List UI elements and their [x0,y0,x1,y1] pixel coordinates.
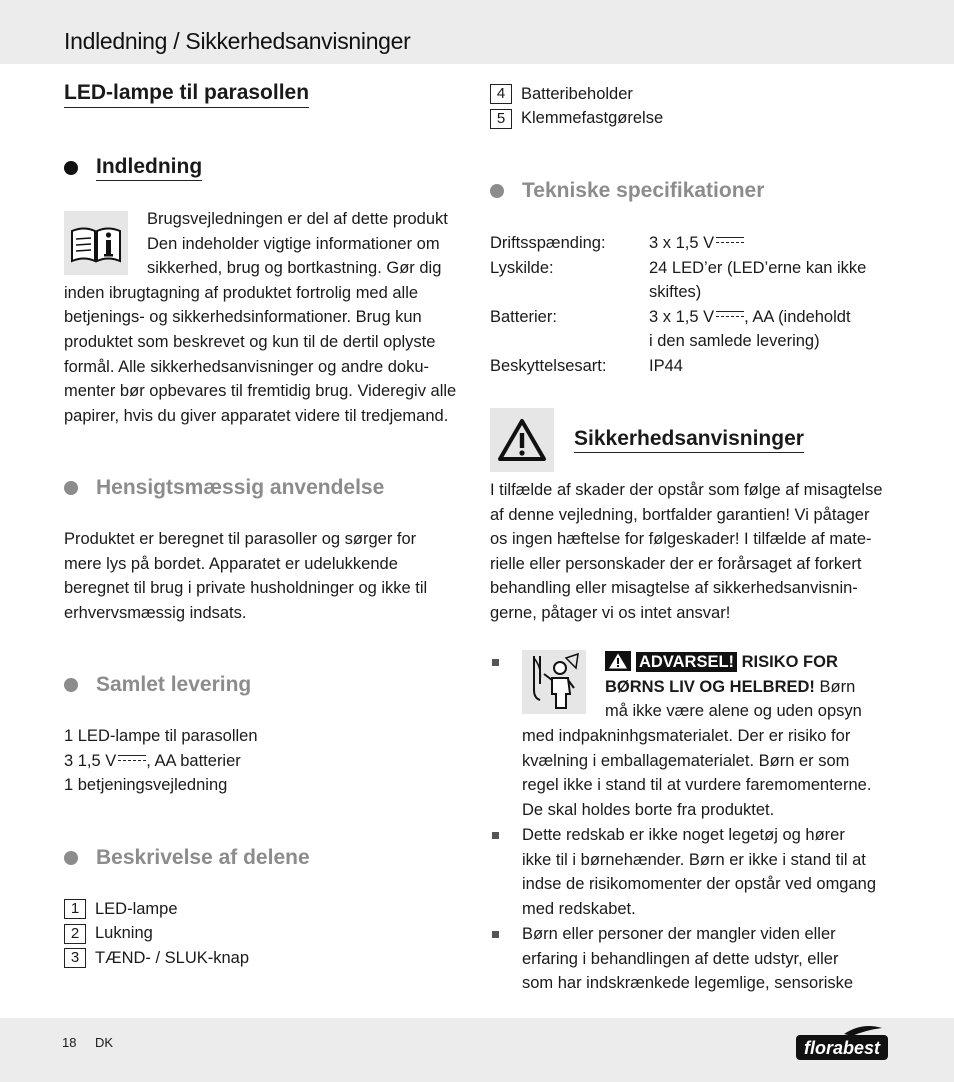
parts-list-continued [490,82,663,131]
bullet-line: ikke til i børnehænder. Børn er ikke i stand til at [522,850,866,869]
usage-line: mere lys på bordet. Apparatet er udelukkende [64,554,398,573]
dc-symbol-icon [716,236,744,246]
part-number: 3 [64,948,86,968]
spec-key: Driftsspænding: [490,234,606,252]
section-heading-samlet-levering: Samlet levering [64,672,251,698]
warning-heading-block: ADVARSEL! RISIKO FOR BØRNS LIV OG HELBRED! Børn må ikke være alene og uden opsyn [605,650,892,724]
usage-line: erhvervsmæssig indsats. [64,603,247,622]
bullet-line: Børn eller personer der mangler viden eller [522,925,836,943]
square-bullet-icon [492,659,499,666]
part-number: 2 [64,924,86,944]
part-number: 1 [64,899,86,919]
safety-line: af denne vejledning, bortfalder garantien! Vi påtager [490,505,870,524]
bullet-line: Dette redskab er ikke noget legetøj og hører [522,826,845,844]
child-suffocation-icon [522,650,586,714]
intro-line: Den indeholder vigtige informationer om [147,234,440,253]
spec-table [490,231,892,379]
bullet-line: indse de risikomomenter der opstår ved omgang [522,875,877,894]
part-label: LED-lampe [95,899,178,918]
intro-line: menter bør opbevares til fremtidig brug. Videregiv alle [64,382,457,401]
list-item [64,922,249,947]
part-label: Lukning [95,924,153,943]
part-label: Klemmefastgørelse [521,109,664,128]
warning-bold-text: BØRNS LIV OG HELBRED! [605,677,815,696]
safety-line: I tilfælde af skader der opstår som følge af misagtelse [490,481,883,499]
safety-line: gerne, påtager vi os intet ansvar! [490,603,731,622]
bullet-dot-icon [64,851,78,865]
bullet-dot-icon [64,481,78,495]
square-bullet-icon [492,832,499,839]
part-label: TÆND- / SLUK-knap [95,948,250,967]
intro-line: produktet som beskrevet og kun til de dertil oplyste [64,332,436,351]
advarsel-badge: ADVARSEL! [636,652,737,672]
warning-text-continued [522,724,892,822]
intro-line: Brugsvejledningen er del af dette produkt [147,210,448,228]
section-heading-beskrivelse: Beskrivelse af delene [64,845,310,871]
section-heading-indledning: Indledning [64,154,202,181]
svg-text:florabest: florabest [803,1038,881,1058]
list-item [64,897,249,922]
intro-line: betjenings- og sikkerhedsinformationer. Brug kun [64,308,422,327]
delivery-line: 1 LED-lampe til parasollen [64,727,258,745]
bullet-dot-icon [490,184,504,198]
spec-value: 3 x 1,5 V [649,231,892,256]
list-item [490,82,663,107]
part-label: Batteribeholder [521,84,633,103]
spec-value: IP44 [649,356,683,375]
florabest-logo [794,1024,890,1062]
language-code: DK [95,1035,114,1050]
safety-line: rielle eller personskader der er forårsaget af forkert [490,554,862,573]
bullet-line: med redskabet. [522,899,636,918]
warning-triangle-icon [605,651,631,671]
section-heading-tekniske-specifikationer: Tekniske specifikationer [490,178,764,204]
warning-line: kvælning i emballagematerialet. Børn er som [522,751,850,770]
document-title: LED-lampe til parasollen [64,80,309,108]
list-item [64,946,249,971]
bullet-line: som har indskrænkede legemlige, sensoriske [522,974,854,993]
parts-list [64,897,249,971]
warning-line: De skal holdes borte fra produktet. [522,800,775,819]
usage-paragraph [64,527,464,625]
table-row [490,354,892,379]
intro-paragraph [64,207,464,428]
safety-line: os ingen hæftelse for følgeskader! I tilfælde af mate- [490,530,872,549]
warning-triangle-icon [490,408,554,472]
warning-line: regel ikke i stand til at vurdere faremomenterne. [522,776,872,795]
spec-key: Beskyttelsesart: [490,356,607,375]
table-row [490,305,892,354]
warning-line: med indpakninhgsmaterialet. Der er risiko for [522,727,851,745]
spec-key: Lyskilde: [490,258,554,277]
spec-value: 3 x 1,5 V , AA (indeholdt i den samlede levering) [649,307,851,351]
part-number: 5 [490,109,512,129]
table-row [490,256,892,305]
warning-line: må ikke være alene og uden opsyn [605,702,862,721]
page-header-title: Indledning / Sikkerhedsanvisninger [64,28,411,54]
section-heading-anvendelse: Hensigtsmæssig anvendelse [64,475,384,501]
dc-symbol-icon [118,754,146,764]
dc-symbol-icon [716,310,744,320]
delivery-list [64,724,464,798]
bullet-dot-icon [64,678,78,692]
safety-line: behandling eller misagtelse af sikkerhedsanvisnin- [490,579,858,598]
delivery-line: 3 1,5 V , AA batterier [64,751,241,770]
bullet-line: erfaring i behandlingen af dette udstyr, eller [522,949,839,968]
square-bullet-icon [492,931,499,938]
intro-line: papirer, hvis du giver apparatet videre til tredjemand. [64,406,449,425]
usage-line: beregnet til brug i private husholdninger og ikke til [64,579,428,598]
intro-line: sikkerhed, brug og bortkastning. Gør dig [147,259,442,278]
part-number: 4 [490,84,512,104]
intro-line: inden ibrugtagning af produktet fortrolig med alle [64,283,419,302]
page-number: 18 [62,1035,77,1050]
spec-value: 24 LED’er (LED’erne kan ikke skiftes) [649,258,867,302]
usage-line: Produktet er beregnet til parasoller og sørger for [64,530,417,548]
spec-key: Batterier: [490,307,557,326]
intro-line: formål. Alle sikkerhedsanvisninger og andre doku- [64,357,430,376]
delivery-line: 1 betjeningsvejledning [64,776,228,795]
bullet-dot-icon [64,161,78,175]
warning-bold-text: RISIKO FOR [741,653,838,671]
section-heading-sikkerhedsanvisninger: Sikkerhedsanvisninger [574,426,804,453]
table-row [490,231,892,256]
safety-paragraph [490,478,892,626]
list-item [490,107,663,132]
